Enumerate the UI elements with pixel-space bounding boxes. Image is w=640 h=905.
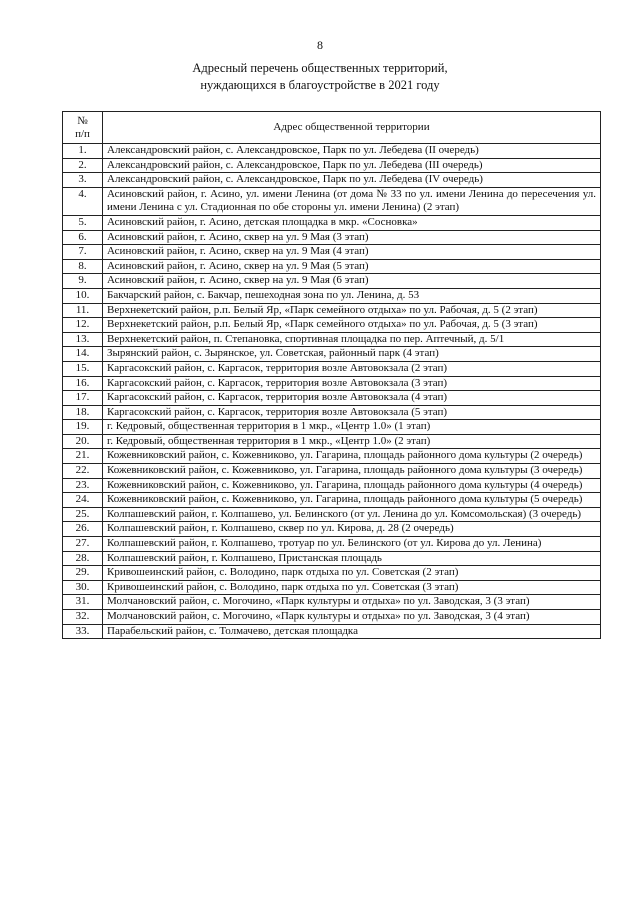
- table-row: [63, 288, 601, 303]
- row-address: Бакчарский район, с. Бакчар, пешеходная зона по ул. Ленина, д. 53: [103, 288, 601, 303]
- row-address: Кожевниковский район, с. Кожевниково, ул. Гагарина, площадь районного дома культуры (5 очередь): [103, 493, 601, 508]
- table-row: [63, 434, 601, 449]
- row-number: 4.: [63, 187, 103, 215]
- row-number: 16.: [63, 376, 103, 391]
- row-number: 32.: [63, 610, 103, 625]
- table-row: [63, 318, 601, 333]
- row-address: Асиновский район, г. Асино, ул. имени Ленина (от дома № 33 по ул. имени Ленина до пересечения ул. имени Ленина с ул. Стадионная по обе стороны ул. имени Ленина) (2 этап): [103, 187, 601, 215]
- table-row: [63, 405, 601, 420]
- row-number: 22.: [63, 464, 103, 479]
- header-number-abbrev: п/п: [75, 127, 90, 140]
- row-address: Молчановский район, с. Могочино, «Парк культуры и отдыха» по ул. Заводская, 3 (4 этап): [103, 610, 601, 625]
- row-address: Каргасокский район, с. Каргасок, территория возле Автовокзала (2 этап): [103, 361, 601, 376]
- table-row: [63, 610, 601, 625]
- row-number: 8.: [63, 259, 103, 274]
- table-row: [63, 464, 601, 479]
- row-address: Кривошеинский район, с. Володино, парк отдыха по ул. Советская (3 этап): [103, 580, 601, 595]
- row-address: Колпашевский район, г. Колпашево, Пристанская площадь: [103, 551, 601, 566]
- row-address: Колпашевский район, г. Колпашево, сквер по ул. Кирова, д. 28 (2 очередь): [103, 522, 601, 537]
- row-number: 28.: [63, 551, 103, 566]
- row-address: Колпашевский район, г. Колпашево, тротуар по ул. Белинского (от ул. Кирова до ул. Ленина): [103, 537, 601, 552]
- table-row: [63, 274, 601, 289]
- row-address: Кожевниковский район, с. Кожевниково, ул. Гагарина, площадь районного дома культуры (4 очередь): [103, 478, 601, 493]
- row-number: 14.: [63, 347, 103, 362]
- table-row: [63, 478, 601, 493]
- row-address: Парабельский район, с. Толмачево, детская площадка: [103, 624, 601, 639]
- row-address: г. Кедровый, общественная территория в 1 мкр., «Центр 1.0» (1 этап): [103, 420, 601, 435]
- table-row: [63, 391, 601, 406]
- table-row: [63, 537, 601, 552]
- table-row: [63, 376, 601, 391]
- table-row: [63, 551, 601, 566]
- row-number: 23.: [63, 478, 103, 493]
- row-number: 33.: [63, 624, 103, 639]
- row-number: 3.: [63, 173, 103, 188]
- table-row: [63, 187, 601, 215]
- row-address: Колпашевский район, г. Колпашево, ул. Белинского (от ул. Ленина до ул. Комсомольская) (3 очередь): [103, 507, 601, 522]
- page-number: 8: [317, 38, 323, 52]
- table-row: [63, 303, 601, 318]
- row-address: Александровский район, с. Александровское, Парк по ул. Лебедева (IV очередь): [103, 173, 601, 188]
- row-number: 24.: [63, 493, 103, 508]
- row-address: Асиновский район, г. Асино, сквер на ул. 9 Мая (6 этап): [103, 274, 601, 289]
- table-row: [63, 580, 601, 595]
- row-number: 7.: [63, 245, 103, 260]
- row-address: Асиновский район, г. Асино, сквер на ул. 9 Мая (5 этап): [103, 259, 601, 274]
- row-number: 29.: [63, 566, 103, 581]
- row-address: Асиновский район, г. Асино, сквер на ул. 9 Мая (4 этап): [103, 245, 601, 260]
- table-row: [63, 332, 601, 347]
- row-address: Асиновский район, г. Асино, сквер на ул. 9 Мая (3 этап): [103, 230, 601, 245]
- table-row: [63, 522, 601, 537]
- table-row: [63, 493, 601, 508]
- table-row: [63, 215, 601, 230]
- row-number: 19.: [63, 420, 103, 435]
- row-number: 6.: [63, 230, 103, 245]
- document-title: [0, 60, 640, 94]
- table-row: [63, 173, 601, 188]
- table-header-row: [63, 112, 601, 144]
- row-number: 31.: [63, 595, 103, 610]
- header-number: [63, 112, 103, 144]
- table-row: [63, 158, 601, 173]
- row-number: 1.: [63, 144, 103, 159]
- title-line-2: нуждающихся в благоустройстве в 2021 году: [200, 78, 440, 92]
- row-number: 18.: [63, 405, 103, 420]
- row-address: Александровский район, с. Александровское, Парк по ул. Лебедева (III очередь): [103, 158, 601, 173]
- territory-table: [62, 111, 601, 639]
- row-address: Кривошеинский район, с. Володино, парк отдыха по ул. Советская (2 этап): [103, 566, 601, 581]
- table-row: [63, 144, 601, 159]
- row-address: Кожевниковский район, с. Кожевниково, ул. Гагарина, площадь районного дома культуры (3 очередь): [103, 464, 601, 479]
- table-row: [63, 259, 601, 274]
- row-number: 17.: [63, 391, 103, 406]
- row-address: Верхнекетский район, р.п. Белый Яр, «Парк семейного отдыха» по ул. Рабочая, д. 5 (3 этап): [103, 318, 601, 333]
- table-row: [63, 566, 601, 581]
- row-number: 20.: [63, 434, 103, 449]
- header-address: Адрес общественной территории: [103, 112, 601, 144]
- table-row: [63, 361, 601, 376]
- table-row: [63, 624, 601, 639]
- row-address: Александровский район, с. Александровское, Парк по ул. Лебедева (II очередь): [103, 144, 601, 159]
- row-number: 2.: [63, 158, 103, 173]
- row-address: г. Кедровый, общественная территория в 1 мкр., «Центр 1.0» (2 этап): [103, 434, 601, 449]
- row-address: Верхнекетский район, п. Степановка, спортивная площадка по пер. Аптечный, д. 5/1: [103, 332, 601, 347]
- header-number-symbol: №: [77, 114, 88, 127]
- row-number: 30.: [63, 580, 103, 595]
- table-row: [63, 507, 601, 522]
- row-address: Каргасокский район, с. Каргасок, территория возле Автовокзала (5 этап): [103, 405, 601, 420]
- row-number: 10.: [63, 288, 103, 303]
- table-row: [63, 595, 601, 610]
- table-row: [63, 347, 601, 362]
- row-number: 9.: [63, 274, 103, 289]
- row-address: Молчановский район, с. Могочино, «Парк культуры и отдыха» по ул. Заводская, 3 (3 этап): [103, 595, 601, 610]
- row-number: 27.: [63, 537, 103, 552]
- row-number: 25.: [63, 507, 103, 522]
- row-number: 5.: [63, 215, 103, 230]
- row-address: Асиновский район, г. Асино, детская площадка в мкр. «Сосновка»: [103, 215, 601, 230]
- table-row: [63, 449, 601, 464]
- row-address: Каргасокский район, с. Каргасок, территория возле Автовокзала (3 этап): [103, 376, 601, 391]
- row-number: 21.: [63, 449, 103, 464]
- row-address: Зырянский район, с. Зырянское, ул. Советская, районный парк (4 этап): [103, 347, 601, 362]
- table-row: [63, 230, 601, 245]
- row-number: 26.: [63, 522, 103, 537]
- title-line-1: Адресный перечень общественных территорий,: [192, 61, 448, 75]
- row-address: Кожевниковский район, с. Кожевниково, ул. Гагарина, площадь районного дома культуры (2 очередь): [103, 449, 601, 464]
- row-number: 15.: [63, 361, 103, 376]
- row-address: Каргасокский район, с. Каргасок, территория возле Автовокзала (4 этап): [103, 391, 601, 406]
- row-number: 13.: [63, 332, 103, 347]
- table-row: [63, 420, 601, 435]
- row-address: Верхнекетский район, р.п. Белый Яр, «Парк семейного отдыха» по ул. Рабочая, д. 5 (2 этап): [103, 303, 601, 318]
- row-number: 11.: [63, 303, 103, 318]
- table-row: [63, 245, 601, 260]
- row-number: 12.: [63, 318, 103, 333]
